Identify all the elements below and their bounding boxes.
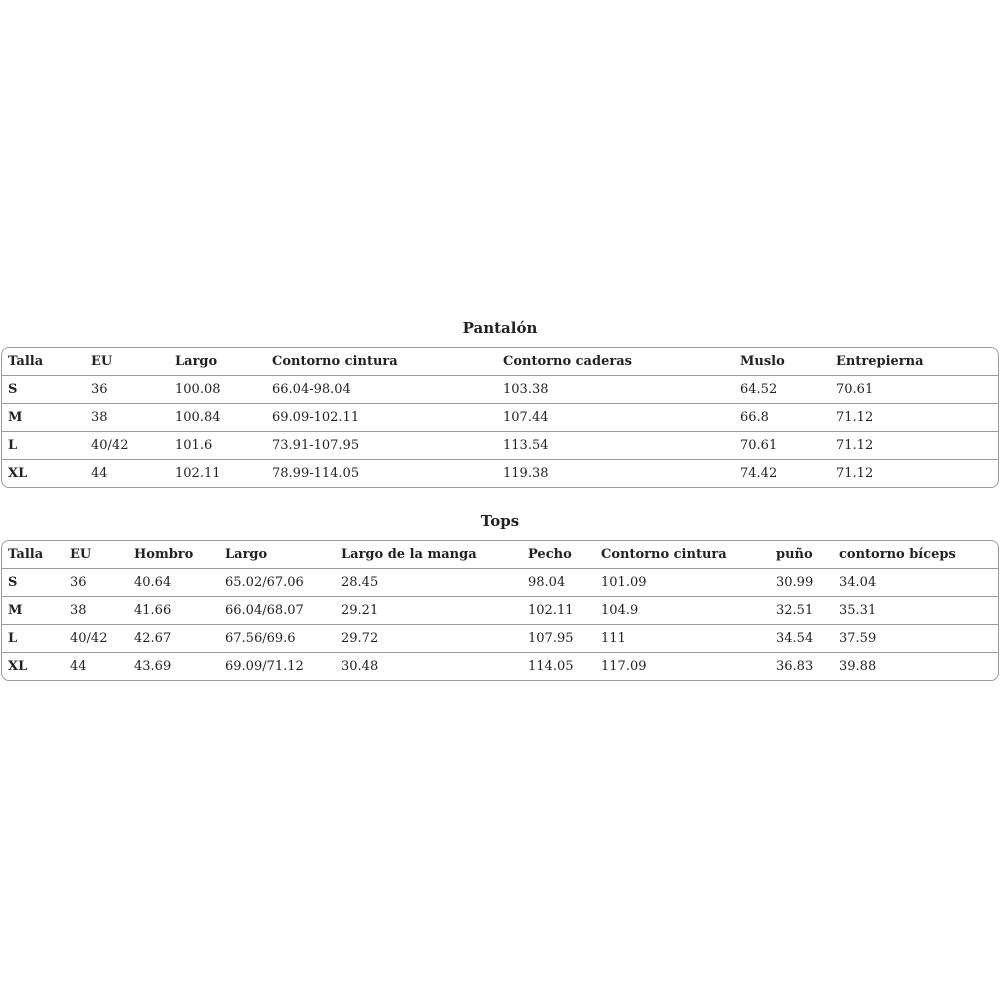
size-cell: M: [2, 404, 85, 432]
table-row: [2, 376, 998, 404]
table-cell: 71.12: [830, 432, 998, 460]
table-cell: 44: [85, 460, 169, 488]
table-cell: 70.61: [734, 432, 830, 460]
size-cell: M: [2, 597, 64, 625]
table-cell: 71.12: [830, 404, 998, 432]
table-cell: 101.6: [169, 432, 266, 460]
column-header: Contorno cintura: [601, 547, 727, 562]
table-cell: 40/42: [85, 432, 169, 460]
table-cell: 32.51: [770, 597, 833, 625]
table-cell: 66.04-98.04: [266, 376, 497, 404]
table-row: [2, 597, 998, 625]
column-header: EU: [70, 547, 92, 562]
column-header: EU: [91, 354, 113, 369]
table-cell: 35.31: [833, 597, 998, 625]
table-cell: 107.95: [522, 625, 595, 653]
table-cell: 102.11: [169, 460, 266, 488]
table-cell: 100.08: [169, 376, 266, 404]
table-cell: 36: [64, 569, 128, 597]
table-cell: 66.04/68.07: [219, 597, 335, 625]
column-header: Talla: [8, 354, 44, 369]
table-cell: 71.12: [830, 460, 998, 488]
pantalon-table-title: Pantalón: [462, 319, 538, 337]
table-cell: 100.84: [169, 404, 266, 432]
table-cell: 36.83: [770, 653, 833, 681]
table-row: [2, 460, 998, 488]
size-cell: L: [2, 432, 85, 460]
table-cell: 101.09: [595, 569, 770, 597]
table-cell: 34.04: [833, 569, 998, 597]
table-cell: 69.09-102.11: [266, 404, 497, 432]
table-cell: 44: [64, 653, 128, 681]
table-cell: 102.11: [522, 597, 595, 625]
table-cell: 39.88: [833, 653, 998, 681]
table-cell: 43.69: [128, 653, 219, 681]
table-cell: 37.59: [833, 625, 998, 653]
table-cell: 38: [85, 404, 169, 432]
table-cell: 114.05: [522, 653, 595, 681]
pantalon-size-table: [1, 347, 999, 488]
table-cell: 64.52: [734, 376, 830, 404]
table-cell: 29.72: [335, 625, 522, 653]
table-row: [2, 625, 998, 653]
table-cell: 66.8: [734, 404, 830, 432]
table-cell: 70.61: [830, 376, 998, 404]
table-cell: 103.38: [497, 376, 734, 404]
column-header: Largo: [175, 354, 218, 369]
table-cell: 34.54: [770, 625, 833, 653]
table-cell: 104.9: [595, 597, 770, 625]
table-cell: 107.44: [497, 404, 734, 432]
table-cell: 111: [595, 625, 770, 653]
table-cell: 30.99: [770, 569, 833, 597]
size-cell: XL: [2, 653, 64, 681]
column-header: Entrepierna: [836, 354, 924, 369]
column-header: Largo: [225, 547, 268, 562]
column-header: puño: [776, 547, 813, 562]
table-header-row: [2, 348, 998, 376]
table-cell: 29.21: [335, 597, 522, 625]
table-cell: 40/42: [64, 625, 128, 653]
table-cell: 113.54: [497, 432, 734, 460]
column-header: Pecho: [528, 547, 572, 562]
tops-table-title: Tops: [480, 512, 520, 530]
table-cell: 73.91-107.95: [266, 432, 497, 460]
column-header: Contorno caderas: [503, 354, 632, 369]
column-header: Largo de la manga: [341, 547, 477, 562]
table-cell: 40.64: [128, 569, 219, 597]
column-header: Hombro: [134, 547, 194, 562]
table-cell: 42.67: [128, 625, 219, 653]
table-cell: 74.42: [734, 460, 830, 488]
size-cell: S: [2, 569, 64, 597]
table-cell: 67.56/69.6: [219, 625, 335, 653]
column-header: contorno bíceps: [839, 547, 956, 562]
table-cell: 78.99-114.05: [266, 460, 497, 488]
table-row: [2, 653, 998, 681]
table-cell: 117.09: [595, 653, 770, 681]
table-cell: 36: [85, 376, 169, 404]
size-cell: L: [2, 625, 64, 653]
table-cell: 38: [64, 597, 128, 625]
table-header-row: [2, 541, 998, 569]
table-row: [2, 432, 998, 460]
table-cell: 65.02/67.06: [219, 569, 335, 597]
table-row: [2, 404, 998, 432]
table-row: [2, 569, 998, 597]
tops-size-table: [1, 540, 999, 681]
table-cell: 41.66: [128, 597, 219, 625]
table-cell: 30.48: [335, 653, 522, 681]
table-cell: 98.04: [522, 569, 595, 597]
table-cell: 119.38: [497, 460, 734, 488]
size-cell: XL: [2, 460, 85, 488]
size-cell: S: [2, 376, 85, 404]
table-cell: 28.45: [335, 569, 522, 597]
column-header: Muslo: [740, 354, 785, 369]
table-cell: 69.09/71.12: [219, 653, 335, 681]
column-header: Talla: [8, 547, 44, 562]
column-header: Contorno cintura: [272, 354, 398, 369]
